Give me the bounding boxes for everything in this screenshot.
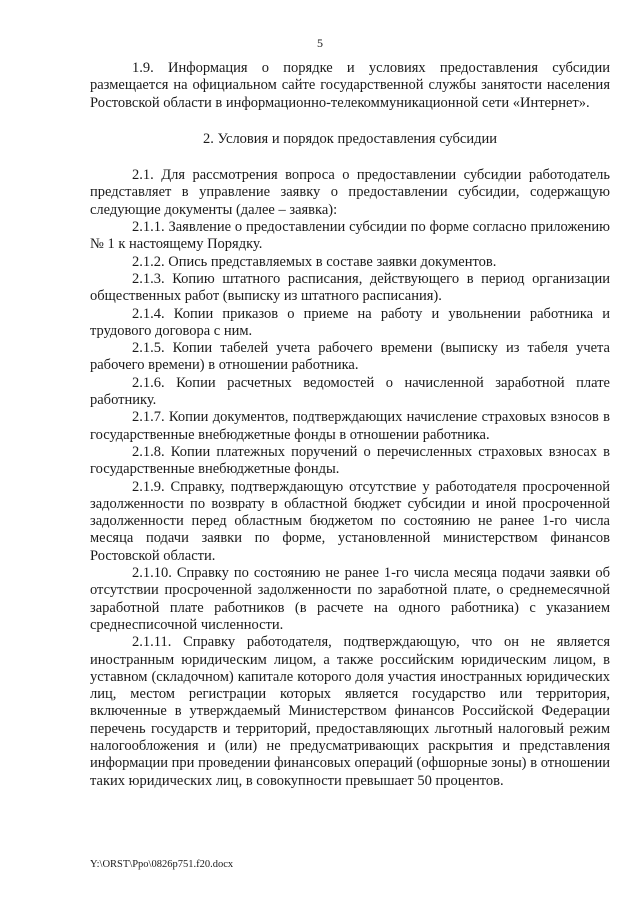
section-heading: 2. Условия и порядок предоставления субсидии: [202, 130, 497, 147]
document-body: [90, 60, 610, 790]
paragraph-2-1-11: 2.1.11. Справку работодателя, подтверждающую, что он не является иностранным юридическим лицом, а также российским юридическим лицом, в уставном (складочном) капитале которого доля участия иностранных юридических лиц, местом регистрации которых является государство или территория, включенные в утверждаемый Министерством финансов Российской Федерации перечень государств и территорий, предоставляющих льготный налоговый режим налогообложения и (или) не предусматривающих раскрытия и представления информации при проведении финансовых операций (офшорные зоны) в отношении таких юридических лиц, в совокупности превышает 50 процентов.: [90, 634, 610, 789]
paragraph-2-1-8: 2.1.8. Копии платежных поручений о перечисленных страховых взносах в государственные внебюджетные фонды.: [90, 443, 610, 478]
page-number: 5: [317, 36, 323, 50]
paragraph-2-1-10: 2.1.10. Справку по состоянию не ранее 1-го числа месяца подачи заявки об отсутствии просроченной задолженности по заработной плате, о среднемесячной заработной плате работников (в расчете на одного работника) с указанием среднесписочной численности.: [90, 565, 610, 633]
paragraph-2-1-3: 2.1.3. Копию штатного расписания, действующего в период организации общественных работ (выписку из штатного расписания).: [90, 270, 610, 305]
paragraph-2-1-4: 2.1.4. Копии приказов о приеме на работу и увольнении работника и трудового договора с ним.: [90, 305, 610, 339]
paragraph-2-1-6: 2.1.6. Копии расчетных ведомостей о начисленной заработной плате работнику.: [90, 374, 610, 409]
footer-file-path: Y:\ORST\Ppo\0826p751.f20.docx: [90, 859, 234, 870]
paragraph-2-1-1: 2.1.1. Заявление о предоставлении субсидии по форме согласно приложению № 1 к настоящему Порядку.: [90, 219, 610, 253]
paragraph-1-9: 1.9. Информация о порядке и условиях предоставления субсидии размещается на официальном сайте государственной службы занятости населения Ростовской области в информационно-телекоммуникационной сети «Интернет».: [90, 60, 610, 111]
paragraph-2-1-7: 2.1.7. Копии документов, подтверждающих начисление страховых взносов в государственные внебюджетные фонды в отношении работника.: [90, 409, 610, 443]
paragraph-2-1: 2.1. Для рассмотрения вопроса о предоставлении субсидии работодатель представляет в управление заявку о предоставлении субсидии, содержащую следующие документы (далее – заявка):: [90, 167, 610, 218]
paragraph-2-1-2: 2.1.2. Опись представляемых в составе заявки документов.: [132, 253, 497, 270]
paragraph-2-1-9: 2.1.9. Справку, подтверждающую отсутствие у работодателя просроченной задолженности по возврату в областной бюджет субсидии и иной просроченной задолженности перед областным бюджетом по состоянию не ранее 1-го числа месяца подачи заявки по форме, установленной министерством финансов Ростовской области.: [90, 478, 610, 564]
paragraph-2-1-5: 2.1.5. Копии табелей учета рабочего времени (выписку из табеля учета рабочего времени) в отношении работника.: [90, 340, 610, 374]
